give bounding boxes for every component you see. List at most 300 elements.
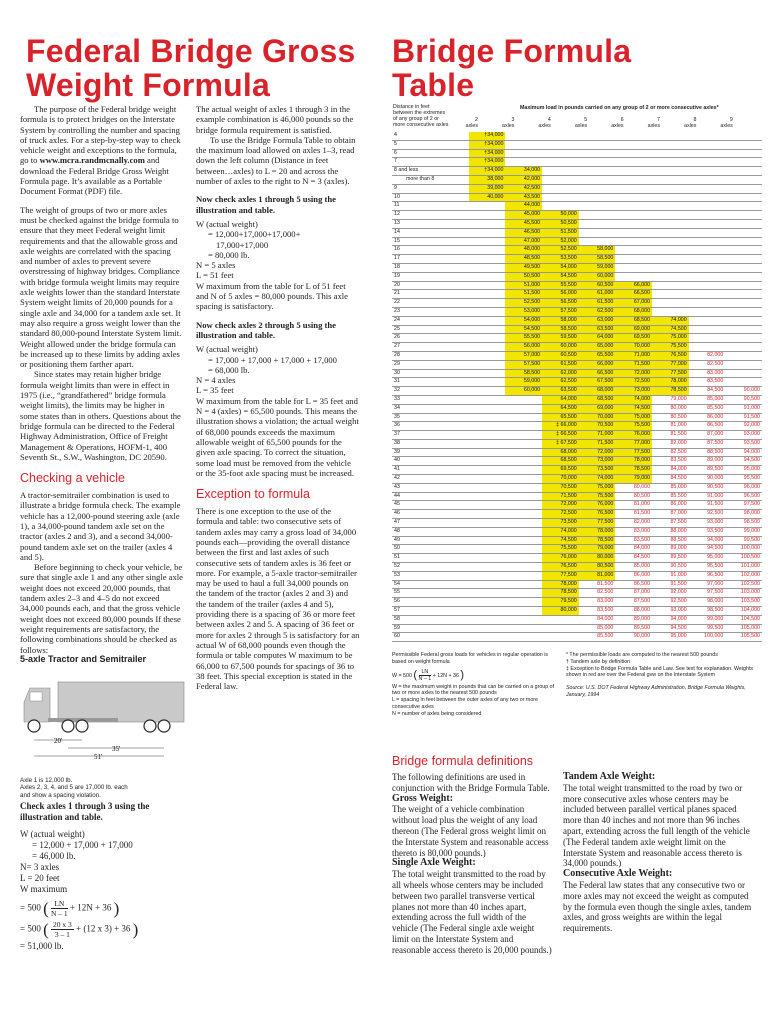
load-cell [542,167,579,176]
load-cell: 54,000 [505,316,542,325]
dimension-label-35: 35' [112,745,121,753]
numerator: LN [51,899,68,909]
load-cell [469,466,506,475]
load-cell [652,132,689,140]
load-cell: 58,000 [579,246,616,255]
load-cell: 105,500 [740,633,760,640]
text: The purpose of the Federal bridge weight formula is to protect bridges on the Interstate System by controlling the number and spacing of truck axles. For a step-by-step way to check vehicle weight and exceptions to the formula, go to [20,104,181,166]
load-cell [652,140,689,149]
load-cell [469,615,506,624]
math-line: W maximum [20,884,68,894]
load-cell [469,263,506,272]
term-tandem-axle-weight: Tandem Axle Weight: [563,771,656,782]
load-cell: 55,500 [542,281,579,290]
math-line: W (actual weight) [20,829,85,839]
load-cell: 73,000 [615,387,652,396]
paragraph: The weight of groups of two or more axles must be checked against the bridge formula to ensure that they meet Federal weight limit requirements and that the allowable gross and axle weights are correlated with the spacing and number of axles to prevent severe overstressing of highway bridges. Compliance with bridge formula weight limits may require axle weights lower than the standard Interstate System weight limits of 20,000 pounds for a single axle and 34,000 for a tandem axle set. It may also require a gross weight lower than the standard 80,000-pound Interstate System limit. Weight allowed under the bridge formula can be increased up to these limits by adding axles or positioning them farther apart. [20,204,182,370]
load-cell [725,343,762,352]
load-cell: 61,500 [579,299,616,308]
check-heading: Now check axles 1 through 5 using the illustration and table. [196,194,336,215]
load-cell [469,237,506,246]
table-row [392,219,762,228]
load-cell: 76,500 [542,563,579,572]
definition-single-axle-weight: The total weight transmitted to the road by all wheels whose centers may be included between two parallel transverse vertical planes not more than 40 inches apart, extending across the full width of the vehicle (The Federal single axle weight limit on the Interstate System and reasonable access thereto is 20,000 pounds.) [392,869,552,955]
max-load-header: Maximum load in pounds carried on any group of 2 or more consecutive axles* [520,105,719,111]
load-cell [725,307,762,316]
table-footnote-formula [392,652,562,718]
load-cell: 72,000 [579,448,616,457]
load-cell: 66,000 [615,281,652,290]
table-row [392,633,762,642]
table-row [392,193,762,202]
distance-cell: 24 [394,316,400,323]
load-cell: 76,000 [542,554,579,563]
distance-cell: 41 [394,466,400,473]
load-cell: 34,000 [505,167,542,176]
load-cell: 101,000 [740,563,760,570]
load-cell: 87,000 [670,510,687,517]
axles-word: axles [465,123,478,129]
load-cell: 85,000 [670,483,687,490]
footnote-line: † Tandem axle by definition [566,658,631,665]
distance-cell: 9 [394,184,397,191]
load-cell [505,395,542,404]
load-cell: 51,500 [505,290,542,299]
load-cell: 94,500 [707,545,724,552]
math-text: + 12N + 36 [432,672,459,679]
load-cell: 86,000 [707,413,724,420]
load-cell: 40,000 [469,193,506,202]
load-cell [689,193,726,202]
load-cell: 95,500 [743,475,760,482]
load-cell [615,255,652,264]
load-cell: 92,000 [743,422,760,429]
mcra-link[interactable]: www.mcra.randmcnally.com [39,155,145,166]
table-row [392,387,762,396]
axles-word: axles [720,123,733,129]
footnote-formula [392,669,562,682]
load-cell [469,351,506,360]
table-row [392,158,762,167]
load-cell: 96,000 [743,483,760,490]
distance-cell: 14 [394,228,400,235]
table-row [392,369,762,378]
load-cell: 38,000 [469,175,506,184]
load-cell: 75,500 [652,343,689,352]
axle-count-header [521,117,551,129]
load-cell: 68,500 [615,316,652,325]
load-cell: 92,500 [670,598,687,605]
table-row [392,615,762,624]
table-row [392,413,762,422]
footnote-line: L = spacing in feet between the outer axles of any two or more consecutive axles [392,697,538,710]
axle-count: 7 [657,117,660,123]
load-cell: 42,000 [505,175,542,184]
axles-word: axles [611,123,624,129]
axle-count-header [484,117,514,129]
load-cell: ‡ 66,000 [542,422,579,431]
load-cell: 57,000 [505,351,542,360]
distance-cell: 37 [394,431,400,438]
table-row [392,607,762,616]
load-cell [689,263,726,272]
load-cell [689,237,726,246]
load-cell: 88,000 [670,527,687,534]
load-cell [469,598,506,607]
dimension-label-51: 51' [94,753,103,761]
definitions-heading: Bridge formula definitions [392,754,534,768]
bridge-formula-table [392,132,762,642]
load-cell [652,263,689,272]
load-cell [579,211,616,220]
load-cell: 58,000 [542,316,579,325]
math-line: = 17,000 + 17,000 + 17,000 + 17,000 [208,354,337,365]
load-cell: 99,500 [707,624,724,631]
load-cell [725,211,762,220]
load-cell: 98,000 [743,510,760,517]
load-cell [542,184,579,193]
axle-count-headers [448,117,762,131]
load-cell: 52,500 [505,299,542,308]
footnote-line: ‡ Exception to Bridge Formula Table and Law. See text for explanation. Weights shown in red are over the Federal gvw on the Interstate System [566,665,754,679]
distance-cell: 5 [394,140,397,147]
distance-cell: 21 [394,290,400,297]
distance-cell: 25 [394,325,400,332]
load-cell [505,457,542,466]
load-cell: 95,000 [707,554,724,561]
load-cell: 77,500 [615,448,652,457]
axle-count-header [703,117,733,129]
load-cell [652,237,689,246]
load-cell: 68,500 [579,395,616,404]
load-cell: 61,500 [542,360,579,369]
load-cell [469,387,506,396]
load-cell: 90,000 [743,387,760,394]
load-cell: 63,500 [542,387,579,396]
load-cell [725,228,762,237]
load-cell: 94,000 [670,615,687,622]
column-one [20,104,184,655]
table-row [392,167,762,176]
load-cell: †34,000 [469,167,506,176]
load-cell [505,563,542,572]
load-cell: ‡ 66,500 [542,431,579,440]
load-cell: 64,000 [542,395,579,404]
load-cell: 54,500 [542,272,579,281]
distance-cell: 6 [394,149,397,156]
distance-cell: 8 and less [394,167,419,174]
load-cell [579,149,616,158]
load-cell [725,193,762,202]
distance-cell: 40 [394,457,400,464]
load-cell: 93,500 [743,439,760,446]
load-cell [652,211,689,220]
load-cell: 83,000 [633,527,651,534]
load-cell: 75,000 [579,483,616,492]
distance-cell: 36 [394,422,400,429]
load-cell: 69,500 [542,466,579,475]
load-cell [689,272,726,281]
load-cell: 80,000 [579,554,616,563]
load-cell [542,149,579,158]
load-cell: 60,000 [505,387,542,396]
load-cell: 70,500 [579,422,616,431]
load-cell: 79,000 [615,475,652,484]
load-cell: 71,500 [542,492,579,501]
load-cell [615,211,652,220]
load-cell [615,202,652,211]
load-cell [469,448,506,457]
load-cell: 104,500 [740,615,760,622]
load-cell [689,202,726,211]
load-cell: 61,000 [579,290,616,299]
table-row [392,431,762,440]
table-row [392,501,762,510]
distance-cell: 33 [394,395,400,402]
math-line: = 80,000 lb. [208,249,250,260]
math-text: W [392,672,397,679]
distance-cell: 51 [394,554,400,561]
load-cell: 104,000 [740,607,760,614]
load-cell [469,624,506,633]
load-cell: 94,500 [743,457,760,464]
axle-count: 4 [547,117,551,123]
load-cell [725,158,762,167]
load-cell: 87,000 [633,589,651,596]
load-cell: 76,000 [579,501,616,510]
load-cell: 90,500 [707,483,724,490]
footnote-line: W = the maximum weight in pounds that can be carried on a group of two or more axles to the nearest 500 pounds [392,683,555,697]
title-line: Bridge Formula [392,33,632,69]
load-cell: 80,500 [633,492,651,499]
load-cell [469,211,506,220]
load-cell: 89,000 [707,457,724,464]
axle-count: 9 [729,117,733,123]
load-cell [689,167,726,176]
load-cell [469,272,506,281]
load-cell: 64,500 [542,404,579,413]
load-cell [505,589,542,598]
load-cell: 99,000 [707,615,724,622]
table-row [392,378,762,387]
load-cell [689,132,726,140]
distance-cell: 48 [394,527,400,534]
paragraph: There is one exception to the use of the formula and table: two consecutive sets of tandem axles may carry a gross load of 34,000 pounds each—providing the overall distance between the first and last axles of such consecutive sets of tandem axles is 36 feet or more. For example, a 5-axle tractor-semitrailer may be used to haul a full 34,000 pounds on the tandem of the tractor (axles 2 and 3) and the tandem of the trailer (axles 4 and 5), providing there is a spacing of 36 or more feet between axles 2 and 5. A spacing of 36 feet or more for axles 2 through 5 is satisfactory for an actual W of 68,000 pounds even though the formula or table computes W maximum to be 66,000 to 67,500 pounds for spacings of 36 to 38 feet. This special exception is stated in the Federal law. [196,506,360,692]
table-row [392,563,762,572]
load-cell [615,132,652,140]
load-cell [725,184,762,193]
numerator: LN [419,669,432,676]
math-line: N = 5 axles [196,260,236,271]
load-cell: 89,500 [633,624,651,631]
distance-cell: 50 [394,545,400,552]
load-cell: 90,500 [743,395,760,402]
load-cell: 43,500 [505,193,542,202]
table-row [392,316,762,325]
load-cell [689,211,726,220]
distance-cell: 43 [394,483,400,490]
load-cell: 62,500 [579,307,616,316]
table-row [392,175,762,184]
load-cell: 89,000 [670,545,687,552]
load-cell [725,316,762,325]
load-cell: 73,500 [542,519,579,528]
load-cell: 51,500 [542,228,579,237]
load-cell: †34,000 [469,149,506,158]
load-cell [469,369,506,378]
load-cell: 86,500 [707,422,724,429]
load-cell: 87,500 [633,598,651,605]
load-cell [615,149,652,158]
load-cell [725,263,762,272]
load-cell: 81,500 [597,580,614,587]
load-cell: 80,500 [579,563,616,572]
load-cell: 90,000 [633,633,651,640]
load-cell [469,563,506,572]
load-cell: 81,500 [670,431,687,438]
load-cell [542,202,579,211]
load-cell: 56,500 [542,299,579,308]
load-cell [469,501,506,510]
axle-count: 3 [511,117,515,123]
load-cell: 98,500 [743,519,760,526]
load-cell [469,607,506,616]
load-cell [505,492,542,501]
load-cell: 72,000 [615,369,652,378]
load-cell [505,132,542,140]
math-line: L = 35 feet [196,385,234,396]
load-cell: 69,000 [615,325,652,334]
load-cell: 90,500 [670,563,687,570]
dimension-label-20: 20' [54,737,63,745]
distance-cell: 18 [394,263,400,270]
math-line: W (actual weight) [196,218,258,229]
distance-cell: more than 8 [406,175,435,182]
table-row [392,132,762,140]
load-cell [689,334,726,343]
load-cell [579,193,616,202]
load-cell: 60,000 [579,272,616,281]
load-cell: 86,000 [670,501,687,508]
load-cell [652,246,689,255]
trailer-shape [58,682,184,722]
distance-cell: 56 [394,598,400,605]
load-cell: 60,500 [542,351,579,360]
load-cell: 75,500 [542,545,579,554]
load-cell: †34,000 [469,158,506,167]
load-cell: 78,500 [542,589,579,598]
load-cell [725,175,762,184]
intro-paragraph [20,104,184,197]
load-cell [505,501,542,510]
numerator: 20 x 3 [53,920,72,929]
table-row [392,351,762,360]
load-cell: 59,500 [542,334,579,343]
distance-cell: 12 [394,211,400,218]
distance-cell: 29 [394,360,400,367]
load-cell: 103,500 [740,598,760,605]
distance-cell: 44 [394,492,400,499]
load-cell [505,422,542,431]
math-line: L = 51 feet [196,270,234,281]
load-cell: 59,000 [579,263,616,272]
load-cell: 45,000 [505,211,542,220]
load-cell: 80,000 [670,404,687,411]
table-row [392,299,762,308]
load-cell: 100,500 [740,554,760,561]
load-cell: 82,000 [633,519,651,526]
load-cell [689,228,726,237]
load-cell [579,237,616,246]
load-cell: ‡ 67,500 [542,439,579,448]
math-line: L = 20 feet [20,873,60,883]
load-cell: 75,000 [615,413,652,422]
load-cell [615,158,652,167]
load-cell [725,202,762,211]
load-cell [469,439,506,448]
figure-caption [20,777,186,799]
load-cell [469,633,506,642]
load-cell [469,395,506,404]
load-cell: 71,000 [615,351,652,360]
load-cell: 57,500 [505,360,542,369]
table-row [392,536,762,545]
table-row [392,422,762,431]
load-cell: 80,000 [542,607,579,616]
distance-cell: 17 [394,255,400,262]
load-cell: 82,500 [597,589,614,596]
load-cell: 74,000 [579,475,616,484]
load-cell [725,255,762,264]
load-cell [505,580,542,589]
table-row [392,184,762,193]
footnote-line: N = number of axles being considered [392,710,482,717]
distance-cell: 49 [394,536,400,543]
math-text: + 12N + 36 [69,902,112,913]
axles-word: axles [502,123,515,129]
wheel-axle-2 [62,720,74,732]
load-cell: 92,500 [707,510,724,517]
table-row [392,360,762,369]
load-cell: 65,000 [579,343,616,352]
load-cell [469,580,506,589]
distance-cell: 22 [394,299,400,306]
load-cell: 78,500 [652,387,689,396]
load-cell [689,325,726,334]
paren: ( [43,899,49,918]
load-cell [725,246,762,255]
load-cell [469,483,506,492]
paragraph: W maximum from the table for L = 35 feet and N = 4 (axles) = 65,500 pounds. This means the illustration shows a violation; the actual weight of 68,000 pounds exceeds the maximum allowable weight of 65,500 pounds for the given axle spacing. To correct the situation, some load must be removed from the vehicle or the 35-foot axle spacing must be increased. [196,395,359,478]
load-cell: 46,500 [505,228,542,237]
load-cell: 66,000 [579,360,616,369]
table-row [392,334,762,343]
load-cell: 53,000 [505,307,542,316]
definition-consecutive-axle-weight: The Federal law states that any consecutive two or more axles may not exceed the weight as computed by the formula even though the single axles, tandem axles, and gross weights are within the legal requirements. [563,879,752,934]
axles-word: axles [538,123,551,129]
load-cell: 48,500 [505,255,542,264]
load-cell: 69,500 [615,334,652,343]
math-text: + (12 x 3) + 36 [76,923,131,934]
load-cell: 85,000 [633,563,651,570]
load-cell [615,228,652,237]
load-cell [615,237,652,246]
load-cell [505,404,542,413]
load-cell: 51,000 [505,281,542,290]
definitions-col-right [563,772,755,934]
load-cell [469,255,506,264]
load-cell: 85,500 [707,404,724,411]
